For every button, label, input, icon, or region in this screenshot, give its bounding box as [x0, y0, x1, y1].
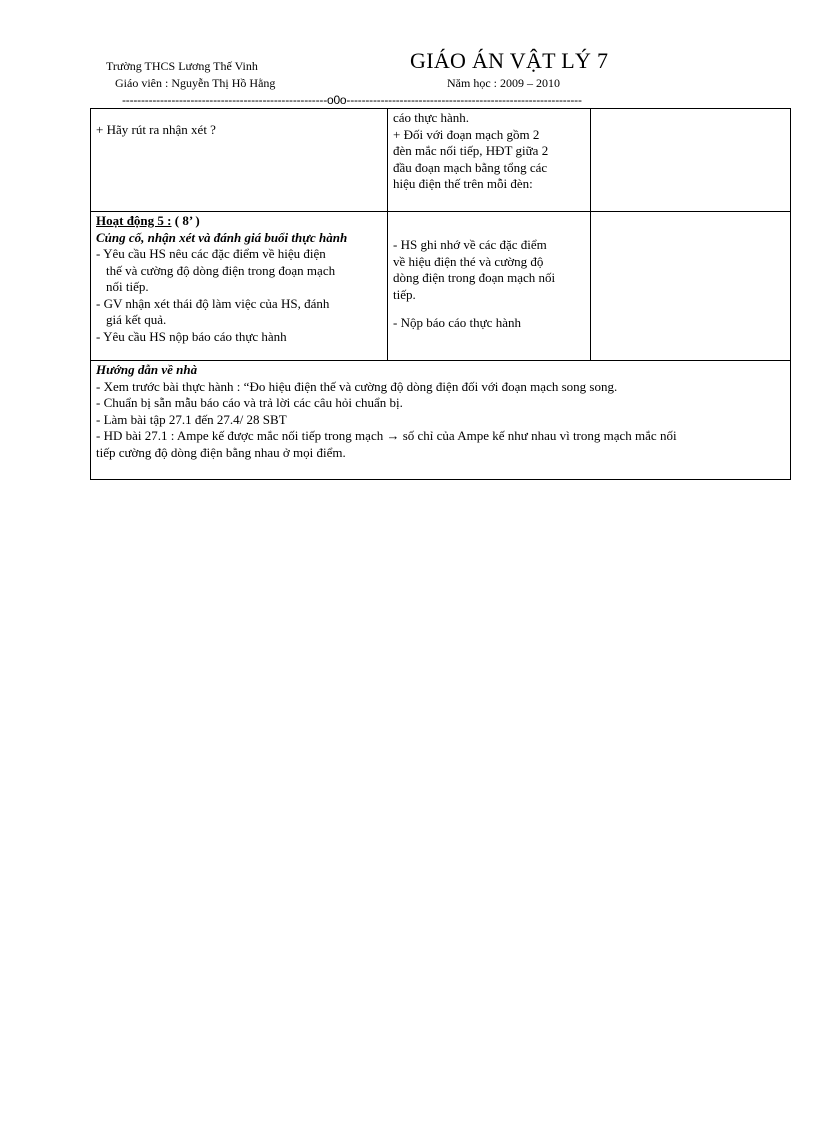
lesson-table: [90, 108, 791, 480]
text-line: - Chuẩn bị sẵn mẫu báo cáo và trả lời các câu hỏi chuẩn bị.: [96, 395, 403, 410]
teacher-name: Giáo viên : Nguyễn Thị Hồ Hằng: [115, 76, 276, 90]
hint-text: số chỉ của Ampe kế như nhau vì trong mạch mắc nối: [402, 428, 677, 443]
school-year: Năm học : 2009 – 2010: [447, 76, 560, 90]
text-line: - Yêu cầu HS nêu các đặc điểm về hiệu điện: [96, 246, 326, 261]
table-row: [91, 361, 791, 480]
activity-title: Hoạt động 5 :: [96, 213, 172, 228]
text-line: về hiệu điện thé và cường độ: [393, 253, 544, 269]
text-line: dòng điện trong đoạn mạch nối: [393, 270, 556, 285]
school-name: Trường THCS Lương Thế Vinh: [106, 59, 258, 73]
text-line: tiếp.: [393, 286, 416, 302]
teacher-activity-cell: [91, 212, 388, 361]
text-line: - Yêu cầu HS nộp báo cáo thực hành: [96, 328, 287, 344]
homework-cell: [91, 361, 791, 480]
teacher-activity-cell: [91, 109, 388, 212]
text-line: - HS ghi nhớ về các đặc điểm: [393, 237, 547, 252]
table-row: [91, 109, 791, 212]
activity-subtitle: Củng cố, nhận xét và đánh giá buổi thực hành: [96, 229, 348, 245]
student-activity-cell: [388, 109, 591, 212]
table-row: [91, 212, 791, 361]
text-line: - GV nhận xét thái độ làm việc của HS, đánh: [96, 295, 330, 311]
student-activity-cell: [388, 212, 591, 361]
text-line: [96, 428, 785, 445]
text-line: - Xem trước bài thực hành : “Đo hiệu điện thế và cường độ dòng điện đối với đoạn mạch song song.: [96, 378, 618, 394]
text-line: hiệu điện thế trên mỗi đèn:: [393, 176, 533, 191]
arrow-icon: →: [386, 428, 400, 443]
text-line: thế và cường độ dòng điện trong đoạn mạch: [106, 262, 336, 278]
activity-heading: [96, 213, 382, 230]
teacher-question: + Hãy rút ra nhận xét ?: [96, 122, 216, 137]
activity-time: ( 8’ ): [174, 213, 200, 228]
text-line: tiếp cường độ dòng điện bằng nhau ở mọi điểm.: [96, 444, 346, 460]
hint-text: - HD bài 27.1 : Ampe kế được mắc nối tiếp trong mạch: [96, 428, 384, 443]
notes-cell: [591, 109, 791, 212]
text-line: đèn mắc nối tiếp, HĐT giữa 2: [393, 143, 549, 158]
page-title: GIÁO ÁN VẬT LÝ 7: [410, 48, 609, 73]
text-line: + Đối với đoạn mạch gồm 2: [393, 126, 540, 142]
text-line: đầu đoạn mạch bằng tổng các: [393, 159, 548, 175]
notes-cell: [591, 212, 791, 361]
text-line: - Nộp báo cáo thực hành: [393, 315, 521, 330]
text-line: nối tiếp.: [106, 279, 149, 294]
homework-title: Hướng dẫn về nhà: [96, 362, 198, 377]
text-line: giá kết quả.: [106, 312, 167, 327]
header-divider: ------------------------------------------------------o0o--------------------------------------------------------------: [122, 93, 582, 107]
text-line: cáo thực hành.: [393, 110, 469, 125]
text-line: - Làm bài tập 27.1 đến 27.4/ 28 SBT: [96, 411, 287, 427]
